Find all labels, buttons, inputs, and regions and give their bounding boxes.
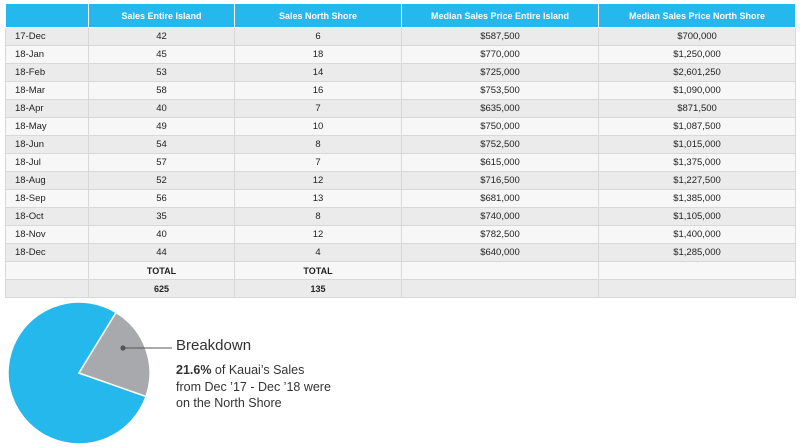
- cell-sales-north: 8: [235, 136, 402, 154]
- cell-sales-north: 8: [235, 208, 402, 226]
- cell-price-island: $740,000: [402, 208, 599, 226]
- cell-month: 18-Feb: [6, 64, 89, 82]
- cell-price-north: $1,250,000: [599, 46, 796, 64]
- cell-price-north: $1,385,000: [599, 190, 796, 208]
- cell-month: 18-Apr: [6, 100, 89, 118]
- total-label-north: TOTAL: [235, 262, 402, 280]
- cell-sales-north: 13: [235, 190, 402, 208]
- table-row: [6, 46, 796, 64]
- header-price-island: Median Sales Price Entire Island: [402, 4, 599, 28]
- header-month: [6, 4, 89, 28]
- cell-price-island: $635,000: [402, 100, 599, 118]
- cell-sales-north: 7: [235, 100, 402, 118]
- pie-chart: [5, 300, 155, 446]
- cell-sales-island: 40: [89, 226, 235, 244]
- cell-sales-north: 6: [235, 28, 402, 46]
- cell-price-north: $700,000: [599, 28, 796, 46]
- cell-month: 17-Dec: [6, 28, 89, 46]
- cell-sales-island: 40: [89, 100, 235, 118]
- breakdown-title: Breakdown: [176, 337, 252, 354]
- total-value-row: [6, 280, 796, 298]
- cell-sales-island: 56: [89, 190, 235, 208]
- cell-month: 18-Aug: [6, 172, 89, 190]
- empty-cell: [6, 262, 89, 280]
- cell-month: 18-Nov: [6, 226, 89, 244]
- cell-sales-island: 57: [89, 154, 235, 172]
- table-row: [6, 100, 796, 118]
- leader-line: [118, 343, 174, 353]
- cell-sales-island: 52: [89, 172, 235, 190]
- cell-sales-north: 18: [235, 46, 402, 64]
- table-row: [6, 118, 796, 136]
- cell-price-north: $1,400,000: [599, 226, 796, 244]
- cell-sales-island: 42: [89, 28, 235, 46]
- cell-month: 18-Jan: [6, 46, 89, 64]
- cell-month: 18-Jul: [6, 154, 89, 172]
- cell-sales-north: 16: [235, 82, 402, 100]
- cell-sales-island: 58: [89, 82, 235, 100]
- table-header-row: [6, 4, 796, 28]
- cell-price-north: $1,227,500: [599, 172, 796, 190]
- cell-sales-island: 35: [89, 208, 235, 226]
- cell-month: 18-Mar: [6, 82, 89, 100]
- empty-cell: [599, 262, 796, 280]
- cell-sales-north: 7: [235, 154, 402, 172]
- cell-sales-north: 10: [235, 118, 402, 136]
- cell-price-north: $1,285,000: [599, 244, 796, 262]
- header-sales-north: Sales North Shore: [235, 4, 402, 28]
- cell-price-island: $750,000: [402, 118, 599, 136]
- empty-cell: [599, 280, 796, 298]
- table-row: [6, 28, 796, 46]
- table-row: [6, 208, 796, 226]
- table-row: [6, 82, 796, 100]
- cell-price-north: $1,105,000: [599, 208, 796, 226]
- cell-sales-island: 44: [89, 244, 235, 262]
- cell-price-island: $681,000: [402, 190, 599, 208]
- breakdown-line2: from Dec ’17 - Dec ’18 were: [176, 379, 331, 394]
- table-row: [6, 244, 796, 262]
- cell-price-north: $871,500: [599, 100, 796, 118]
- table-row: [6, 172, 796, 190]
- breakdown-line1: of Kauai’s Sales: [211, 363, 305, 377]
- total-island: 625: [89, 280, 235, 298]
- breakdown-highlight: 21.6%: [176, 363, 212, 377]
- total-label-island: TOTAL: [89, 262, 235, 280]
- header-sales-island: Sales Entire Island: [89, 4, 235, 28]
- cell-sales-island: 49: [89, 118, 235, 136]
- cell-price-north: $2,601,250: [599, 64, 796, 82]
- table-row: [6, 64, 796, 82]
- table-row: [6, 154, 796, 172]
- header-price-north: Median Sales Price North Shore: [599, 4, 796, 28]
- sales-table: [5, 3, 796, 298]
- cell-price-north: $1,015,000: [599, 136, 796, 154]
- cell-month: 18-Jun: [6, 136, 89, 154]
- table-row: [6, 190, 796, 208]
- cell-price-island: $716,500: [402, 172, 599, 190]
- cell-month: 18-Dec: [6, 244, 89, 262]
- cell-sales-north: 12: [235, 172, 402, 190]
- cell-price-island: $640,000: [402, 244, 599, 262]
- empty-cell: [402, 280, 599, 298]
- cell-sales-north: 4: [235, 244, 402, 262]
- cell-price-island: $753,500: [402, 82, 599, 100]
- cell-sales-island: 53: [89, 64, 235, 82]
- total-north: 135: [235, 280, 402, 298]
- cell-price-island: $752,500: [402, 136, 599, 154]
- cell-price-island: $782,500: [402, 226, 599, 244]
- cell-month: 18-Sep: [6, 190, 89, 208]
- cell-price-island: $770,000: [402, 46, 599, 64]
- cell-sales-north: 14: [235, 64, 402, 82]
- table-body: [6, 28, 796, 298]
- cell-price-north: $1,087,500: [599, 118, 796, 136]
- cell-price-north: $1,375,000: [599, 154, 796, 172]
- breakdown-text: [176, 362, 376, 412]
- cell-price-island: $587,500: [402, 28, 599, 46]
- cell-month: 18-May: [6, 118, 89, 136]
- table-row: [6, 226, 796, 244]
- cell-price-island: $725,000: [402, 64, 599, 82]
- breakdown-line3: on the North Shore: [176, 396, 282, 410]
- empty-cell: [402, 262, 599, 280]
- cell-month: 18-Oct: [6, 208, 89, 226]
- empty-cell: [6, 280, 89, 298]
- total-label-row: [6, 262, 796, 280]
- cell-sales-north: 12: [235, 226, 402, 244]
- cell-sales-island: 45: [89, 46, 235, 64]
- cell-sales-island: 54: [89, 136, 235, 154]
- cell-price-island: $615,000: [402, 154, 599, 172]
- cell-price-north: $1,090,000: [599, 82, 796, 100]
- table-row: [6, 136, 796, 154]
